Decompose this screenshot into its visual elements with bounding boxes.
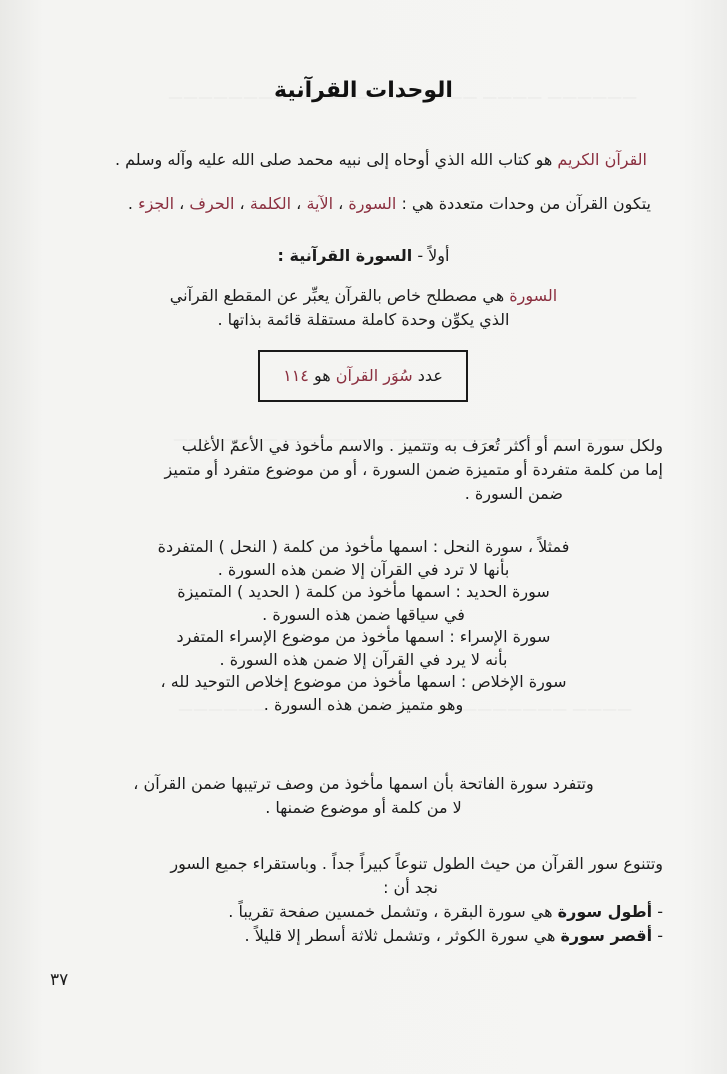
page-number: ٣٧ bbox=[50, 970, 69, 990]
page-title: الوحدات القرآنية bbox=[274, 78, 453, 103]
section-heading-prefix: أولاً - bbox=[417, 246, 450, 265]
shortest-surah: - أقصر سورة هي سورة الكوثر ، وتشمل ثلاثة أسطر إلا قليلاً . bbox=[244, 926, 663, 945]
section-heading-text: السورة القرآنية : bbox=[277, 246, 413, 265]
example-line: سورة الإسراء : اسمها مأخوذ من موضوع الإسراء المتفرد bbox=[176, 627, 551, 646]
surah-def-line1: هي مصطلح خاص بالقرآن يعبِّر عن المقطع القرآني bbox=[169, 286, 505, 305]
example-line: سورة الإخلاص : اسمها مأخوذ من موضوع إخلاص التوحيد لله ، bbox=[160, 672, 567, 691]
unit-ayah: الآية bbox=[306, 194, 334, 213]
surah-definition bbox=[0, 284, 727, 332]
surah-count-number: ١١٤ bbox=[283, 366, 309, 385]
fatiha-paragraph: وتتفرد سورة الفاتحة بأن اسمها مأخوذ من وصف ترتيبها ضمن القرآن ، لا من كلمة أو موضوع ضمنها . bbox=[133, 774, 594, 817]
example-line: بأنه لا يرد في القرآن إلا ضمن هذه السورة . bbox=[219, 649, 508, 669]
longest-surah: - أطول سورة هي سورة البقرة ، وتشمل خمسين صفحة تقريباً . bbox=[228, 902, 663, 921]
section-heading bbox=[0, 244, 727, 268]
length-paragraph: وتتنوع سور القرآن من حيث الطول تنوعاً كبيراً جداً . وباستقراء جميع السور نجد أن : - أطول سورة هي سورة البقرة ، وتشمل خمسين صفحة تقريباً . - أقصر سورة هي سورة الكوثر ، وتشمل ثلاثة أسطر إلا قليلاً . bbox=[53, 852, 663, 948]
unit-word: الكلمة bbox=[249, 194, 292, 213]
quran-term: القرآن الكريم bbox=[557, 150, 647, 169]
units-list: يتكون القرآن من وحدات متعددة هي : السورة ، الآية ، الكلمة ، الحرف ، الجزء . bbox=[127, 194, 651, 213]
surah-count-box: عدد سُوَر القرآن هو ١١٤ bbox=[258, 350, 468, 402]
example-line: وهو متميز ضمن هذه السورة . bbox=[263, 694, 464, 714]
quran-definition-text: هو كتاب الله الذي أوحاه إلى نبيه محمد صلى الله عليه وآله وسلم . bbox=[114, 150, 553, 169]
quran-definition bbox=[67, 148, 647, 172]
unit-surah: السورة bbox=[348, 194, 397, 213]
unit-juz: الجزء bbox=[138, 194, 175, 213]
units-lead: يتكون القرآن من وحدات متعددة هي : bbox=[401, 194, 651, 213]
surah-count-term: سُوَر القرآن bbox=[335, 366, 413, 385]
surah-def-line2: الذي يكوِّن وحدة كاملة مستقلة قائمة بذاتها . bbox=[217, 310, 510, 329]
example-line: فمثلاً ، سورة النحل : اسمها مأخوذ من كلمة ( النحل ) المتفردة bbox=[157, 537, 570, 556]
unit-letter: الحرف bbox=[189, 194, 235, 213]
surah-term: السورة bbox=[509, 286, 558, 305]
example-line: سورة الحديد : اسمها مأخوذ من كلمة ( الحديد ) المتميزة bbox=[177, 582, 550, 601]
example-line: في سياقها ضمن هذه السورة . bbox=[262, 604, 465, 624]
examples-block bbox=[0, 536, 727, 716]
naming-paragraph: ولكل سورة اسم أو أكثر تُعرَف به وتتميز . والاسم مأخوذ في الأعمّ الأغلب إما من كلمة متفردة أو متميزة ضمن السورة ، أو من موضوع متفرد أو متميز ضمن السورة . bbox=[164, 436, 663, 503]
example-line: بأنها لا ترد في القرآن إلا ضمن هذه السورة . bbox=[217, 559, 510, 579]
